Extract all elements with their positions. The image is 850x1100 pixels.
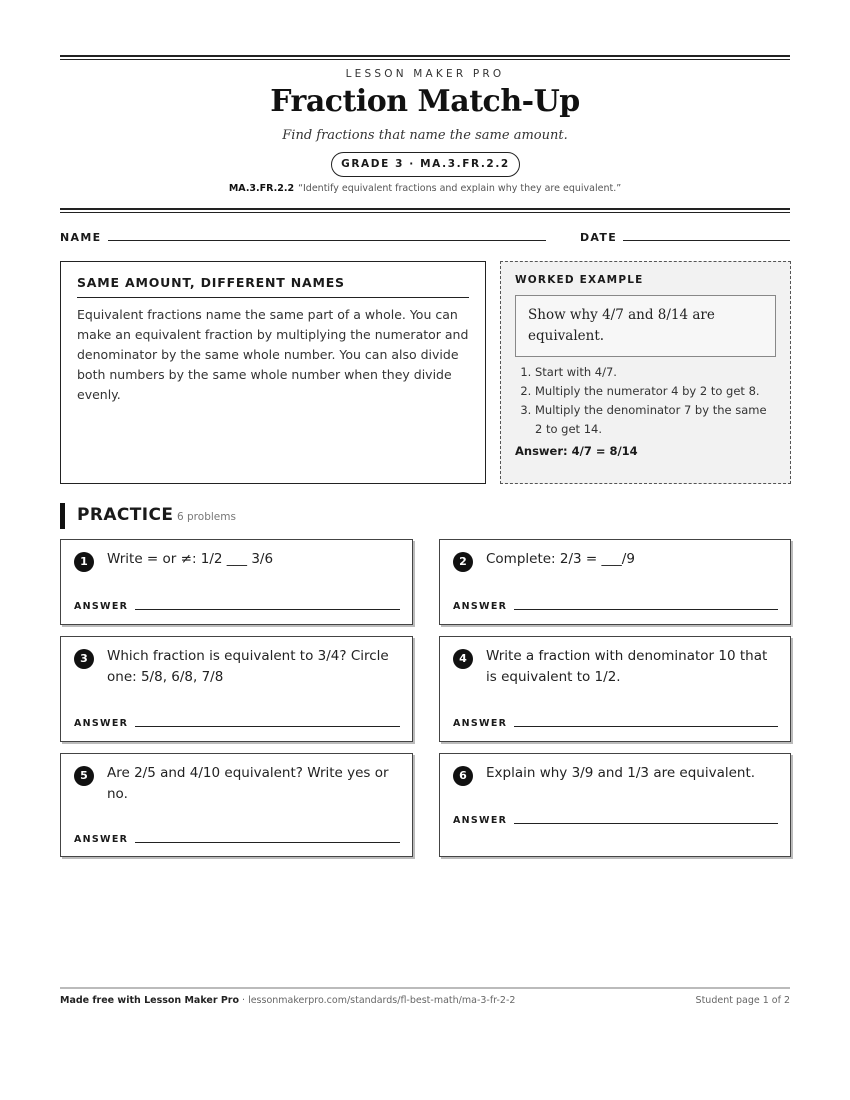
worked-example-answer: Answer: 4/7 = 8/14 [515,444,638,458]
practice-count: 6 problems [177,511,236,523]
footer-rule [60,987,790,989]
problem-card-6 [439,753,791,857]
problem-number: 4 [453,649,473,669]
worksheet-subtitle: Find fractions that name the same amount. [282,128,568,143]
answer-line[interactable] [135,609,400,610]
footer-made-with: Made free with Lesson Maker Pro [60,995,240,1006]
practice-title: PRACTICE [77,505,174,525]
problem-card-5 [60,753,413,857]
concept-body: Equivalent fractions name the same part of a whole. You can make an equivalent fraction by multiplying the numerator and denominator by the same whole number. You can also divide both numbers by the same whole number when they divide evenly. [77,307,469,402]
problem-text: Explain why 3/9 and 1/3 are equivalent. [486,765,756,781]
worked-example-step: 2. Multiply the numerator 4 by 2 to get 8. [535,382,776,401]
date-label: DATE [580,231,618,244]
header-bottom-double-rule [60,208,790,213]
date-field[interactable] [623,240,790,241]
worksheet-title: Fraction Match-Up [270,84,580,119]
practice-accent-bar [60,503,65,529]
problem-card-4 [439,636,791,742]
answer-line[interactable] [514,726,778,727]
worked-example-box [500,261,791,484]
problem-card-3 [60,636,413,742]
standard-code: MA.3.FR.2.2 [228,183,295,194]
answer-label: ANSWER [74,718,129,729]
problem-number: 3 [74,649,94,669]
top-double-rule [60,55,790,60]
answer-label: ANSWER [74,834,129,845]
name-label: NAME [60,231,102,244]
standard-description: “Identify equivalent fractions and explain why they are equivalent.” [298,183,622,194]
concept-heading: SAME AMOUNT, DIFFERENT NAMES [77,275,469,298]
problem-number: 6 [453,766,473,786]
answer-line[interactable] [135,726,400,727]
brand-name: LESSON MAKER PRO [345,68,505,80]
answer-label: ANSWER [453,718,508,729]
worked-example-heading: WORKED EXAMPLE [515,274,644,286]
problem-text: Complete: 2/3 = ___/9 [486,551,635,567]
problem-card-2 [439,539,791,625]
name-field[interactable] [108,240,546,241]
worked-example-prompt: Show why 4/7 and 8/14 are equivalent. [515,295,776,357]
answer-line[interactable] [514,823,778,824]
problem-text: Are 2/5 and 4/10 equivalent? Write yes or no. [107,765,389,802]
problem-number: 1 [74,552,94,572]
worked-example-step: 3. Multiply the denominator 7 by the same 2 to get 14. [535,401,776,439]
problem-number: 5 [74,766,94,786]
answer-line[interactable] [514,609,778,610]
answer-label: ANSWER [74,601,129,612]
standard-line [0,183,850,194]
worked-example-step: 1. Start with 4/7. [535,363,776,382]
problem-number: 2 [453,552,473,572]
footer-url: · lessonmakerpro.com/standards/fl-best-math/ma-3-fr-2-2 [239,995,516,1006]
answer-label: ANSWER [453,601,508,612]
footer-page-number: Student page 1 of 2 [695,995,790,1006]
grade-badge: GRADE 3 · MA.3.FR.2.2 [331,152,520,177]
concept-box [60,261,486,484]
problem-text: Write a fraction with denominator 10 that is equivalent to 1/2. [486,648,768,685]
problem-text: Write = or ≠: 1/2 ___ 3/6 [107,551,274,567]
problem-text: Which fraction is equivalent to 3/4? Circle one: 5/8, 6/8, 7/8 [107,648,389,685]
problem-card-1 [60,539,413,625]
answer-line[interactable] [135,842,400,843]
worked-example-steps [515,363,776,439]
footer-credit [60,995,515,1006]
answer-label: ANSWER [453,815,508,826]
